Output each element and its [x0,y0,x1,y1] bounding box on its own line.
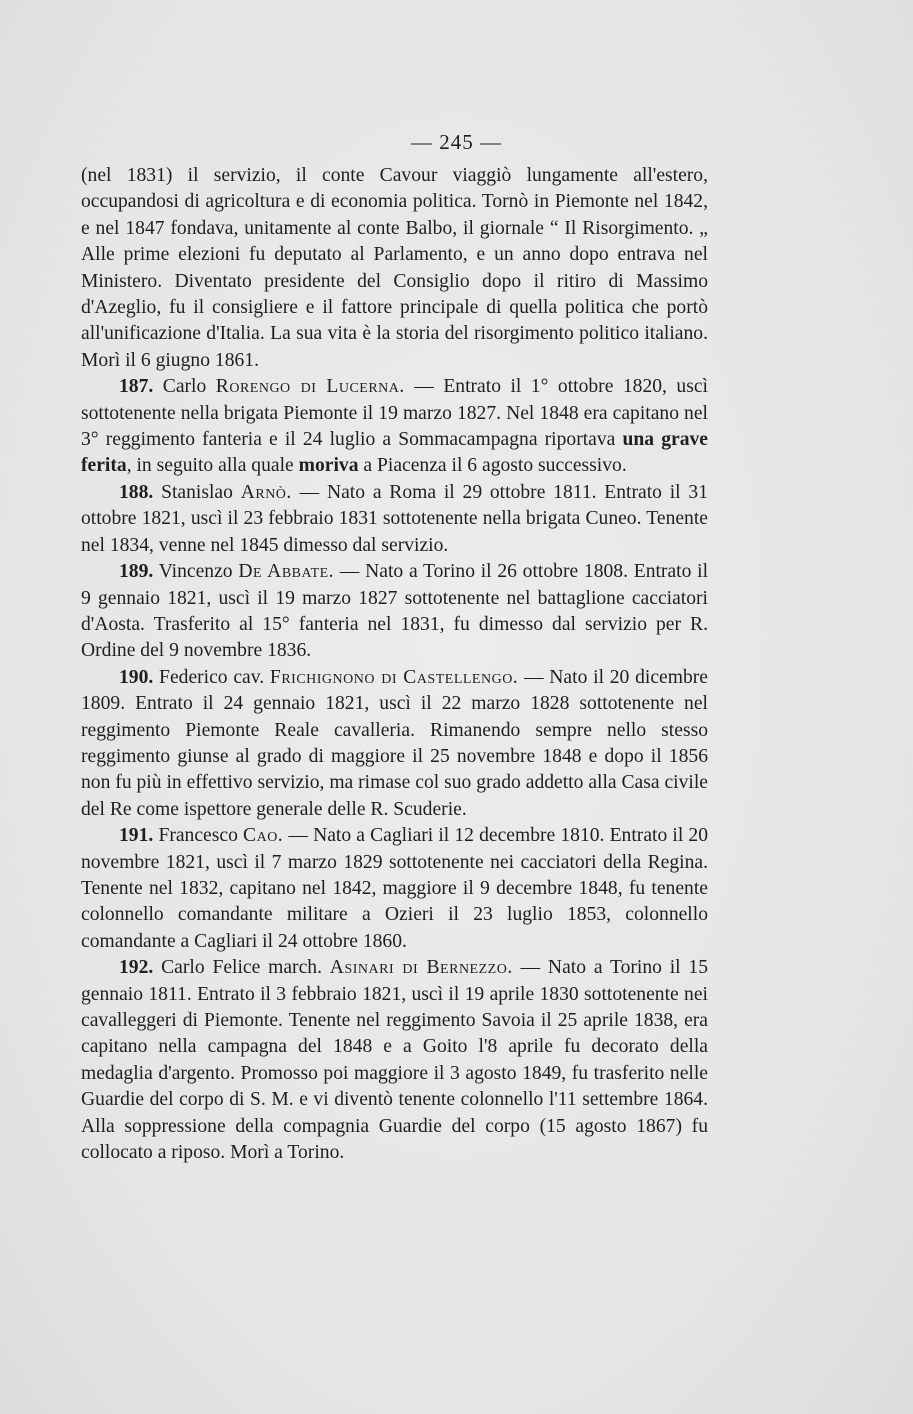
entry-number: 190. [119,666,154,688]
entry-surname: Cao. [243,825,284,847]
entry-surname: Arnò. [240,481,292,503]
entry-given-name: Stanislao [161,481,233,503]
entry-text: — Entrato il 1° ottobre 1820, uscì sottotenente nella brigata Piemonte il 19 marzo 1827. Nel 1848 era capitano nel 3° reggimento fanteria e il 24 luglio a Sommacampagna riportava [81,376,708,451]
entry-text: — Nato a Torino il 15 gennaio 1811. Entrato il 3 febbraio 1821, uscì il 19 aprile 1830 sottotenente nei cavalleggeri di Piemonte. Tenente nel reggimento Savoia il 25 aprile 1838, era capitano nella campagna del 1848 e a Goito l'8 aprile fu decorato della medaglia d'argento. Promosso poi maggiore il 3 agosto 1849, fu trasferito nelle Guardie del corpo di S. M. e vi diventò tenente colonnello l'11 settembre 1864. Alla soppressione della compagnia Guardie del corpo (15 agosto 1867) fu collocato a riposo. Morì a Torino. [81,957,709,1164]
entry-192 [81,955,708,1166]
entry-188 [81,480,708,559]
entry-text: — Nato a Cagliari il 12 decembre 1810. Entrato il 20 novembre 1821, uscì il 7 marzo 1829 sottotenente nei cacciatori della Regina. Tenente nel 1832, capitano nel 1842, maggiore il 9 decembre 1848, fu tenente colonnello comandante militare a Ozieri il 23 luglio 1853, colonnello comandante a Cagliari il 24 ottobre 1860. [81,825,708,952]
entry-surname: De Abbate. [238,561,335,583]
entry-text: , in seguito alla quale [126,455,299,477]
entry-given-name: Vincenzo [158,561,233,583]
entry-given-name: Carlo Felice march. [161,957,322,979]
page-number: — 245 — [411,130,502,154]
entry-given-name: Carlo [162,376,207,398]
entry-given-name: Federico cav. [159,666,265,688]
entry-191 [81,823,708,955]
entry-surname: Frichignono di Castellengo. [269,666,519,688]
entry-number: 188. [119,481,154,503]
entry-text: — Nato a Torino il 26 ottobre 1808. Entrato il 9 gennaio 1821, uscì il 19 marzo 1827 sottotenente nel battaglione cacciatori d'Aosta. Trasferito al 15° fanteria nel 1831, fu dimesso dal servizio per R. Ordine del 9 novembre 1836. [81,561,709,662]
entry-surname: Asinari di Bernezzo. [329,957,513,979]
entry-emphasis: una grave ferita [81,429,708,477]
entry-187 [81,374,708,480]
entry-189 [81,559,708,665]
intro-paragraph: (nel 1831) il servizio, il conte Cavour viaggiò lungamente all'estero, occupandosi di agricoltura e di economia politica. Tornò in Piemonte nel 1842, e nel 1847 fondava, unitamente al conte Balbo, il giornale “ Il Risorgimento. „ Alle prime elezioni fu deputato al Parlamento, e un anno dopo entrava nel Ministero. Diventato presidente del Consiglio dopo il ritiro di Massimo d'Azeglio, fu il consigliere e il fattore principale di quella politica che portò all'unificazione d'Italia. La sua vita è la storia del risorgimento politico italiano. Morì il 6 giugno 1861. [81,165,708,371]
entry-emphasis: moriva [298,455,359,477]
entry-text: a Piacenza il 6 agosto successivo. [358,455,627,477]
body-text [81,163,708,1166]
entry-given-name: Francesco [158,825,238,847]
entry-number: 189. [119,561,154,583]
entry-number: 187. [119,376,154,398]
entry-number: 191. [119,825,154,847]
entry-text: — Nato a Roma il 29 ottobre 1811. Entrato il 31 ottobre 1821, uscì il 23 febbraio 1831 sottotenente nella brigata Cuneo. Tenente nel 1834, venne nel 1845 dimesso dal servizio. [81,481,708,556]
entry-number: 192. [119,957,154,979]
entry-190 [81,665,708,823]
entry-surname: Rorengo di Lucerna. [215,376,405,398]
entry-text: — Nato il 20 dicembre 1809. Entrato il 24 gennaio 1821, uscì il 22 marzo 1828 sottotenente nel reggimento Piemonte Reale cavalleria. Rimanendo sempre nello stesso reggimento giunse al grado di maggiore il 25 novembre 1848 e dopo il 1856 non fu più in effettivo servizio, ma rimase col suo grado addetto alla Casa civile del Re come ispettore generale delle R. Scuderie. [81,666,708,820]
